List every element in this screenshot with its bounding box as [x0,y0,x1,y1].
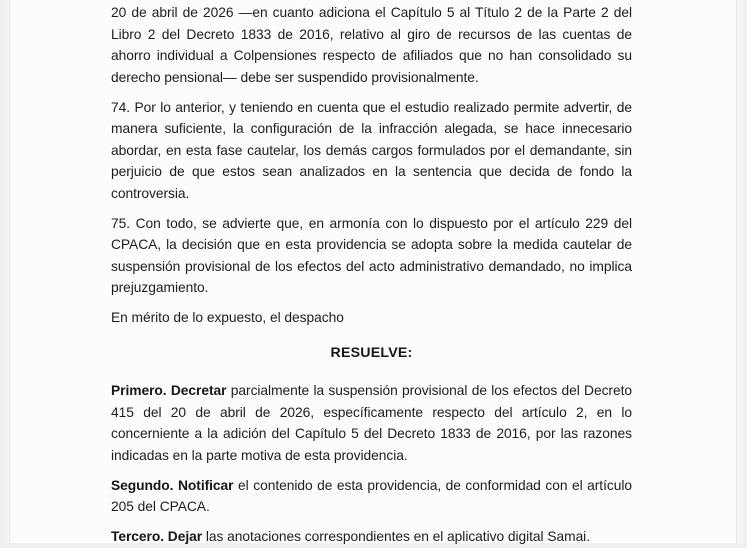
resolution-primero-text: parcialmente la suspensión provisional de los efectos del Decreto 415 del 20 de abril de 2026, específicamente respecto del artículo 2, en lo concerniente a la adición del Capítulo 5 del Decreto 1833 de 2016, por las razones indicadas en la parte motiva de esta providencia. [111,383,632,463]
resolution-tercero [111,526,632,548]
paragraph-suspension-conclusion: 20 de abril de 2026 —en cuanto adiciona el Capítulo 5 al Título 2 de la Parte 2 del Libro 2 del Decreto 1833 de 2016, relativo al giro de recursos de las cuentas de ahorro individual a Colpensiones respecto de afiliados que no han consolidado su derecho pensional— debe ser suspendido provisionalmente. [111,5,632,85]
page-left-margin-edge [0,0,9,543]
resolution-primero [111,380,632,466]
resuelve-heading: RESUELVE: [330,344,413,361]
resolution-primero-lead: Primero. Decretar [111,383,227,398]
paragraph-75: 75. Con todo, se advierte que, en armonía con lo dispuesto por el artículo 229 del CPACA, la decisión que en esta providencia se adopta sobre la medida cautelar de suspensión provisional de los efectos del acto administrativo demandado, no implica prejuzgamiento. [111,215,632,295]
resolution-segundo [111,475,632,518]
paragraph-74: 74. Por lo anterior, y teniendo en cuenta que el estudio realizado permite advertir, de manera suficiente, la configuración de la infracción alegada, se hace innecesario abordar, en esta fase cautelar, los demás cargos formulados por el demandante, sin perjuicio de que estos sean analizados en la sentencia que decida de fondo la controversia. [111,99,632,201]
document-content [10,0,736,548]
resolution-segundo-text: el contenido de esta providencia, de conformidad con el artículo 205 del CPACA. [111,477,632,514]
closing-formula: En mérito de lo expuesto, el despacho [111,310,344,325]
resolution-tercero-lead: Tercero. Dejar [111,529,203,544]
resolution-segundo-lead: Segundo. Notificar [111,477,234,493]
page-right-margin-edge [737,0,747,543]
resolution-tercero-text: las anotaciones correspondientes en el aplicativo digital Samai. [205,529,590,544]
document-page [9,0,737,543]
